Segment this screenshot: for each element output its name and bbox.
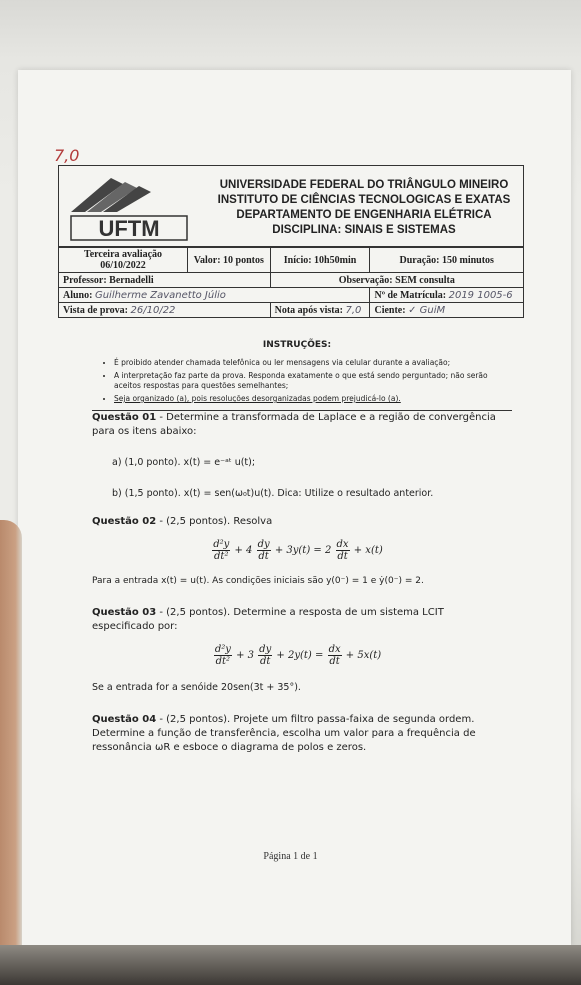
duration-cell: Duração: 150 minutos <box>370 248 524 273</box>
exam-cell <box>59 248 188 273</box>
exam-header <box>58 165 524 247</box>
question-1-label: Questão 01 <box>92 412 157 423</box>
exam-info-table <box>58 247 524 318</box>
question-2-equation <box>92 539 502 562</box>
equation-term: + 3y(t) = 2 <box>274 545 332 556</box>
view-date: 26/10/22 <box>130 304 176 316</box>
fraction: $\frac{dx}{dt}$ <box>336 539 349 562</box>
question-3-input: Se a entrada for a senóide 20sen(3t + 35°). <box>92 682 301 693</box>
matricula-label: Nº de Matrícula: <box>374 289 447 301</box>
question-2-conditions: Para a entrada x(t) = u(t). As condições iniciais são y(0⁻) = 1 e ẏ(0⁻) = 2. <box>92 576 424 586</box>
question-4-text: - (2,5 pontos). Projete um filtro passa-faixa de segunda ordem. Determine a função de transferência, escolha um valor para a frequência de ressonância ωR e esboce o diagrama de polos e zeros. <box>92 714 476 753</box>
ciente-label: Ciente: <box>374 304 406 316</box>
fraction: $\frac{\text{d²y}}{\text{dt²}}$ <box>213 539 230 562</box>
equation-term: + x(t) <box>353 545 383 556</box>
view-cell <box>59 303 271 318</box>
equation-term: + 5x(t) <box>345 650 382 661</box>
question-3-equation <box>92 644 502 667</box>
instruction-item: • Seja organizado (a), pois resoluções desorganizadas podem prejudicá-lo (a). <box>114 394 502 404</box>
fraction: $\frac{dy}{dt}$ <box>257 539 270 562</box>
background-surface <box>0 945 581 985</box>
professor-cell: Professor: Bernadelli <box>59 273 271 288</box>
uftm-logo <box>65 172 193 244</box>
instructions-title: INSTRUÇÕES: <box>262 340 332 350</box>
question-4 <box>92 713 502 755</box>
matricula-cell <box>370 288 524 303</box>
instructions-list <box>92 358 502 404</box>
institute-name: INSTITUTO DE CIÊNCIAS TECNOLOGICAS E EXATAS <box>217 194 511 206</box>
equation-term: + 3 <box>236 650 254 661</box>
question-3-text: - (2,5 pontos). Determine a resposta de um sistema LCIT especificado por: <box>92 607 444 632</box>
department-name: DEPARTAMENTO DE ENGENHARIA ELÉTRICA <box>236 209 492 221</box>
question-1a: a) (1,0 ponto). x(t) = e⁻ᵃᵗ u(t); <box>112 457 256 468</box>
logo-text: UFTM <box>98 216 160 241</box>
exam-content <box>92 340 502 755</box>
view-label: Vista de prova: <box>63 304 128 316</box>
page-number: Página 1 de 1 <box>263 851 318 862</box>
discipline-name: DISCIPLINA: SINAIS E SISTEMAS <box>272 224 456 236</box>
question-1b: b) (1,5 ponto). x(t) = sen(ω₀t)u(t). Dica: Utilize o resultado anterior. <box>112 488 434 499</box>
question-4-label: Questão 04 <box>92 714 157 725</box>
equation-term: + 2y(t) = <box>276 650 324 661</box>
question-3-label: Questão 03 <box>92 607 157 618</box>
holding-hand <box>0 520 22 985</box>
question-3 <box>92 606 502 634</box>
question-2-text: - (2,5 pontos). Resolva <box>156 516 273 527</box>
instruction-item: • A interpretação faz parte da prova. Responda exatamente o que está sendo perguntado; não serão aceitos respostas para questões semelhantes; <box>114 371 502 391</box>
institution-block <box>209 178 519 238</box>
note-value: 7,0 <box>345 304 362 316</box>
student-cell <box>59 288 370 303</box>
fraction: $\frac{dx}{dt}$ <box>328 644 341 667</box>
instruction-item: • É proibido atender chamada telefônica ou ler mensagens via celular durante a avaliação; <box>114 358 502 368</box>
student-label: Aluno: <box>63 289 93 301</box>
fraction: $\frac{\text{d²y}}{\text{dt²}}$ <box>214 644 231 667</box>
exam-name: Terceira avaliação <box>83 249 163 260</box>
fraction: $\frac{dy}{dt}$ <box>259 644 272 667</box>
student-name: Guilherme Zavanetto Júlio <box>94 289 226 301</box>
equation-term: + 4 <box>234 545 253 556</box>
ciente-signature: ✓ GuiM <box>408 304 446 316</box>
question-2-label: Questão 02 <box>92 516 157 527</box>
question-2 <box>92 515 502 529</box>
start-cell: Início: 10h50min <box>270 248 370 273</box>
ciente-cell <box>370 303 524 318</box>
note-cell <box>270 303 370 318</box>
handwritten-grade: 7,0 <box>54 146 80 165</box>
question-1 <box>92 411 502 439</box>
exam-date: 06/10/2022 <box>100 260 146 271</box>
question-1-text: - Determine a transformada de Laplace e a região de convergência para os itens abaixo: <box>92 412 496 437</box>
university-name: UNIVERSIDADE FEDERAL DO TRIÂNGULO MINEIRO <box>219 179 509 191</box>
value-cell: Valor: 10 pontos <box>188 248 271 273</box>
matricula-value: 2019 1005-6 <box>448 289 513 301</box>
observation-cell: Observação: SEM consulta <box>270 273 523 288</box>
note-label: Nota após vista: <box>274 304 343 316</box>
